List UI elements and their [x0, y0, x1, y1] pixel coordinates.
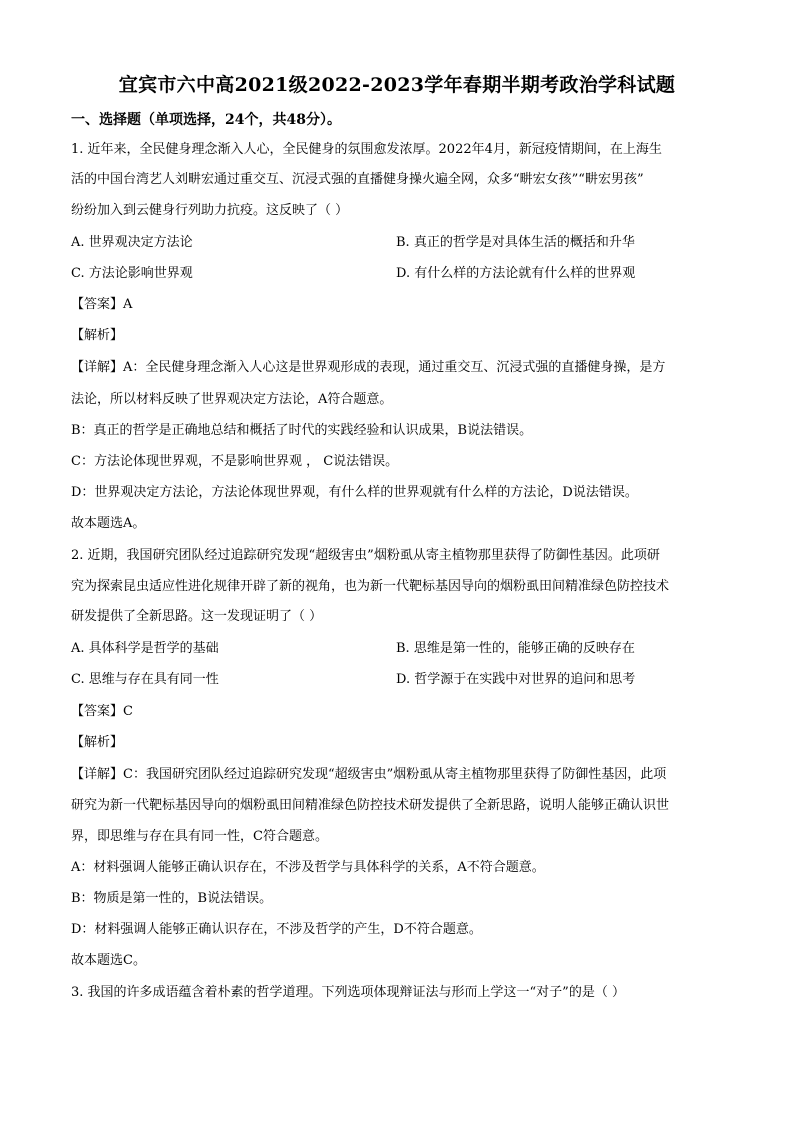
q2-option-a: A. 具体科学是哲学的基础 [71, 641, 219, 656]
q1-option-b: B. 真正的哲学是对具体生活的概括和升华 [396, 235, 635, 250]
q1-analysis-label: 【解析】 [71, 328, 124, 343]
q2-conclusion: 故本题选C。 [71, 953, 146, 968]
q1-answer: 【答案】A [71, 297, 133, 312]
q2-detail-line: 研究为新一代靶标基因导向的烟粉虱田间精准绿色防控技术研发提供了全新思路，说明人能够正确认识世 [71, 798, 670, 813]
q2-stem-line: 究为探索昆虫适应性进化规律开辟了新的视角，也为新一代靶标基因导向的烟粉虱田间精准绿色防控技术 [71, 579, 670, 594]
q2-option-d: D. 哲学源于在实践中对世界的追问和思考 [396, 672, 636, 687]
q1-detail-line: B：真正的哲学是正确地总结和概括了时代的实践经验和认识成果，B说法错误。 [71, 423, 533, 438]
q2-detail-line: 【详解】C：我国研究团队经过追踪研究发现“超级害虫”烟粉虱从寄主植物那里获得了防御性基因，此项 [71, 767, 667, 782]
q2-stem-line: 2. 近期，我国研究团队经过追踪研究发现“超级害虫”烟粉虱从寄主植物那里获得了防御性基因。此项研 [71, 548, 660, 563]
q1-detail-line: D：世界观决定方法论，方法论体现世界观，有什么样的世界观就有什么样的方法论，D说法错误。 [71, 485, 638, 500]
q1-conclusion: 故本题选A。 [71, 516, 146, 531]
q2-detail-line: 界，即思维与存在具有同一性，C符合题意。 [71, 829, 328, 844]
q1-detail-line: C：方法论体现世界观，不是影响世界观 ， C说法错误。 [71, 454, 399, 469]
q1-option-a: A. 世界观决定方法论 [71, 235, 193, 250]
q1-option-d: D. 有什么样的方法论就有什么样的世界观 [396, 266, 636, 281]
q1-detail-line: 法论，所以材料反映了世界观决定方法论，A符合题意。 [71, 392, 393, 407]
q2-detail-line: B：物质是第一性的，B说法错误。 [71, 891, 273, 906]
q2-option-b: B. 思维是第一性的，能够正确的反映存在 [396, 641, 635, 656]
q2-stem-line: 研发提供了全新思路。这一发现证明了（ ） [71, 609, 323, 624]
q3-stem-line: 3. 我国的许多成语蕴含着朴素的哲学道理。下列选项体现辩证法与形而上学这一“对子”的是（ ） [71, 985, 625, 1000]
q2-analysis-label: 【解析】 [71, 735, 124, 750]
q1-option-c: C. 方法论影响世界观 [71, 266, 193, 281]
page-title: 宜宾市六中高2021级2022-2023学年春期半期考政治学科试题 [118, 74, 676, 96]
q1-stem-line: 纷纷加入到云健身行列助力抗疫。这反映了（ ） [71, 203, 349, 218]
q2-answer: 【答案】C [71, 704, 133, 719]
q2-detail-line: A：材料强调人能够正确认识存在，不涉及哲学与具体科学的关系，A不符合题意。 [71, 860, 545, 875]
q1-detail-line: 【详解】A：全民健身理念渐入人心这是世界观形成的表现，通过重交互、沉浸式强的直播健身操，是方 [71, 360, 666, 375]
q1-stem-line: 1. 近年来，全民健身理念渐入人心，全民健身的氛围愈发浓厚。2022年4月，新冠疫情期间，在上海生 [71, 142, 662, 157]
section-heading: 一、选择题（单项选择，24个，共48分）。 [71, 112, 341, 128]
q1-stem-line: 活的中国台湾艺人刘畊宏通过重交互、沉浸式强的直播健身操火遍全网，众多“畊宏女孩”“畊宏男孩” [71, 172, 644, 187]
q2-detail-line: D：材料强调人能够正确认识存在，不涉及哲学的产生，D不符合题意。 [71, 922, 482, 937]
q2-option-c: C. 思维与存在具有同一性 [71, 672, 219, 687]
